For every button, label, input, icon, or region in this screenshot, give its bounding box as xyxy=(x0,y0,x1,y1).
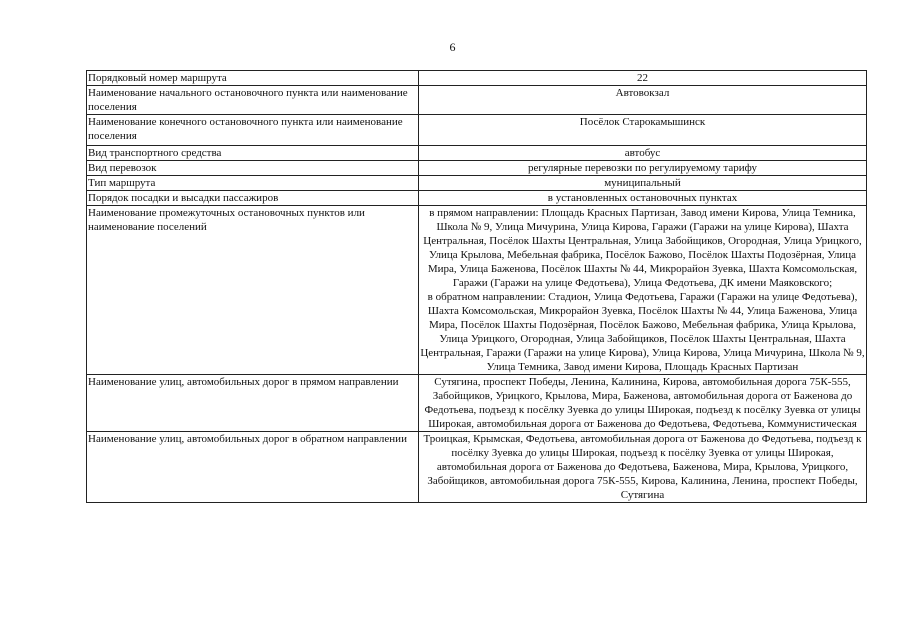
table-row-route-type xyxy=(87,176,867,191)
table-row-route-number xyxy=(87,71,867,86)
table-row-vehicle-type xyxy=(87,146,867,161)
row-label: Тип маршрута xyxy=(87,176,419,191)
stops-forward-direction: в прямом направлении: Площадь Красных Партизан, Завод имени Кирова, Улица Темника, Школа № 9, Улица Мичурина, Улица Кирова, Гаражи (Гаражи на улице Кирова), Шахта Центральная, Посёлок Шахты Центральная, Улица Забойщиков, Огородная, Улица Урицкого, Улица Крылова, Мебельная фабрика, Посёлок Бажово, Посёлок Шахты Подозёрная, Улица Мира, Улица Баженова, Посёлок Шахты № 44, Микрорайон Зуевка, Шахта Комсомольская, Гаражи (Гаражи на улице Федотьева), Улица Федотьева, ДК имени Маяковского; xyxy=(423,207,862,289)
row-value: в установленных остановочных пунктах xyxy=(419,191,867,206)
row-value: Троицкая, Крымская, Федотьева, автомобильная дорога от Баженова до Федотьева, подъезд к посёлку Зуевка до улицы Широкая, подъезд к посёлку Зуевка от улицы Широкая, автомобильная дорога от Баженова до Федотьева, Баженова, Мира, Крылова, Урицкого, Забойщиков, автомобильная дорога 75К-555, Кирова, Калинина, Ленина, проспект Победы, Сутягина xyxy=(419,432,867,503)
row-label: Наименование промежуточных остановочных пунктов или наименование поселений xyxy=(87,206,419,375)
row-value: автобус xyxy=(419,146,867,161)
row-value: муниципальный xyxy=(419,176,867,191)
table-row-start-stop xyxy=(87,86,867,115)
table-row-carriage-type xyxy=(87,161,867,176)
row-label: Наименование улиц, автомобильных дорог в прямом направлении xyxy=(87,375,419,432)
route-passport-table xyxy=(86,70,867,503)
row-label: Вид перевозок xyxy=(87,161,419,176)
row-label: Порядок посадки и высадки пассажиров xyxy=(87,191,419,206)
row-label: Наименование улиц, автомобильных дорог в обратном направлении xyxy=(87,432,419,503)
row-label: Наименование начального остановочного пункта или наименование поселения xyxy=(87,86,419,115)
intermediate-stops-cell xyxy=(419,206,867,375)
table-row-streets-forward xyxy=(87,375,867,432)
table-row-end-stop xyxy=(87,115,867,146)
row-label: Порядковый номер маршрута xyxy=(87,71,419,86)
row-value: регулярные перевозки по регулируемому тарифу xyxy=(419,161,867,176)
row-value: Посёлок Старокамышинск xyxy=(419,115,867,146)
stops-backward-direction: в обратном направлении: Стадион, Улица Федотьева, Гаражи (Гаражи на улице Федотьева), Шахта Комсомольская, Микрорайон Зуевка, Посёлок Шахты № 44, Улица Баженова, Улица Мира, Посёлок Шахты Подозёрная, Посёлок Бажово, Мебельная фабрика, Улица Крылова, Улица Урицкого, Огородная, Улица Забойщиков, Посёлок Шахты Центральная, Шахта Центральная, Гаражи (Гаражи на улице Кирова), Улица Кирова, Улица Мичурина, Школа № 9, Улица Темника, Завод имени Кирова, Площадь Красных Партизан xyxy=(420,291,865,373)
row-label: Вид транспортного средства xyxy=(87,146,419,161)
row-value: 22 xyxy=(419,71,867,86)
table-row-boarding-order xyxy=(87,191,867,206)
row-label: Наименование конечного остановочного пункта или наименование поселения xyxy=(87,115,419,146)
page-number: 6 xyxy=(449,40,456,54)
row-value: Сутягина, проспект Победы, Ленина, Калинина, Кирова, автомобильная дорога 75К-555, Забойщиков, Урицкого, Крылова, Мира, Баженова, автомобильная дорога от Баженова до Федотьева, подъезд к посёлку Зуевка до улицы Широкая, подъезд к посёлку Зуевка от улицы Широкая, автомобильная дорога от Баженова до Федотьева, Федотьева, Коммунистическая xyxy=(419,375,867,432)
table-row-streets-backward xyxy=(87,432,867,503)
table-row-intermediate-stops xyxy=(87,206,867,375)
row-value: Автовокзал xyxy=(419,86,867,115)
